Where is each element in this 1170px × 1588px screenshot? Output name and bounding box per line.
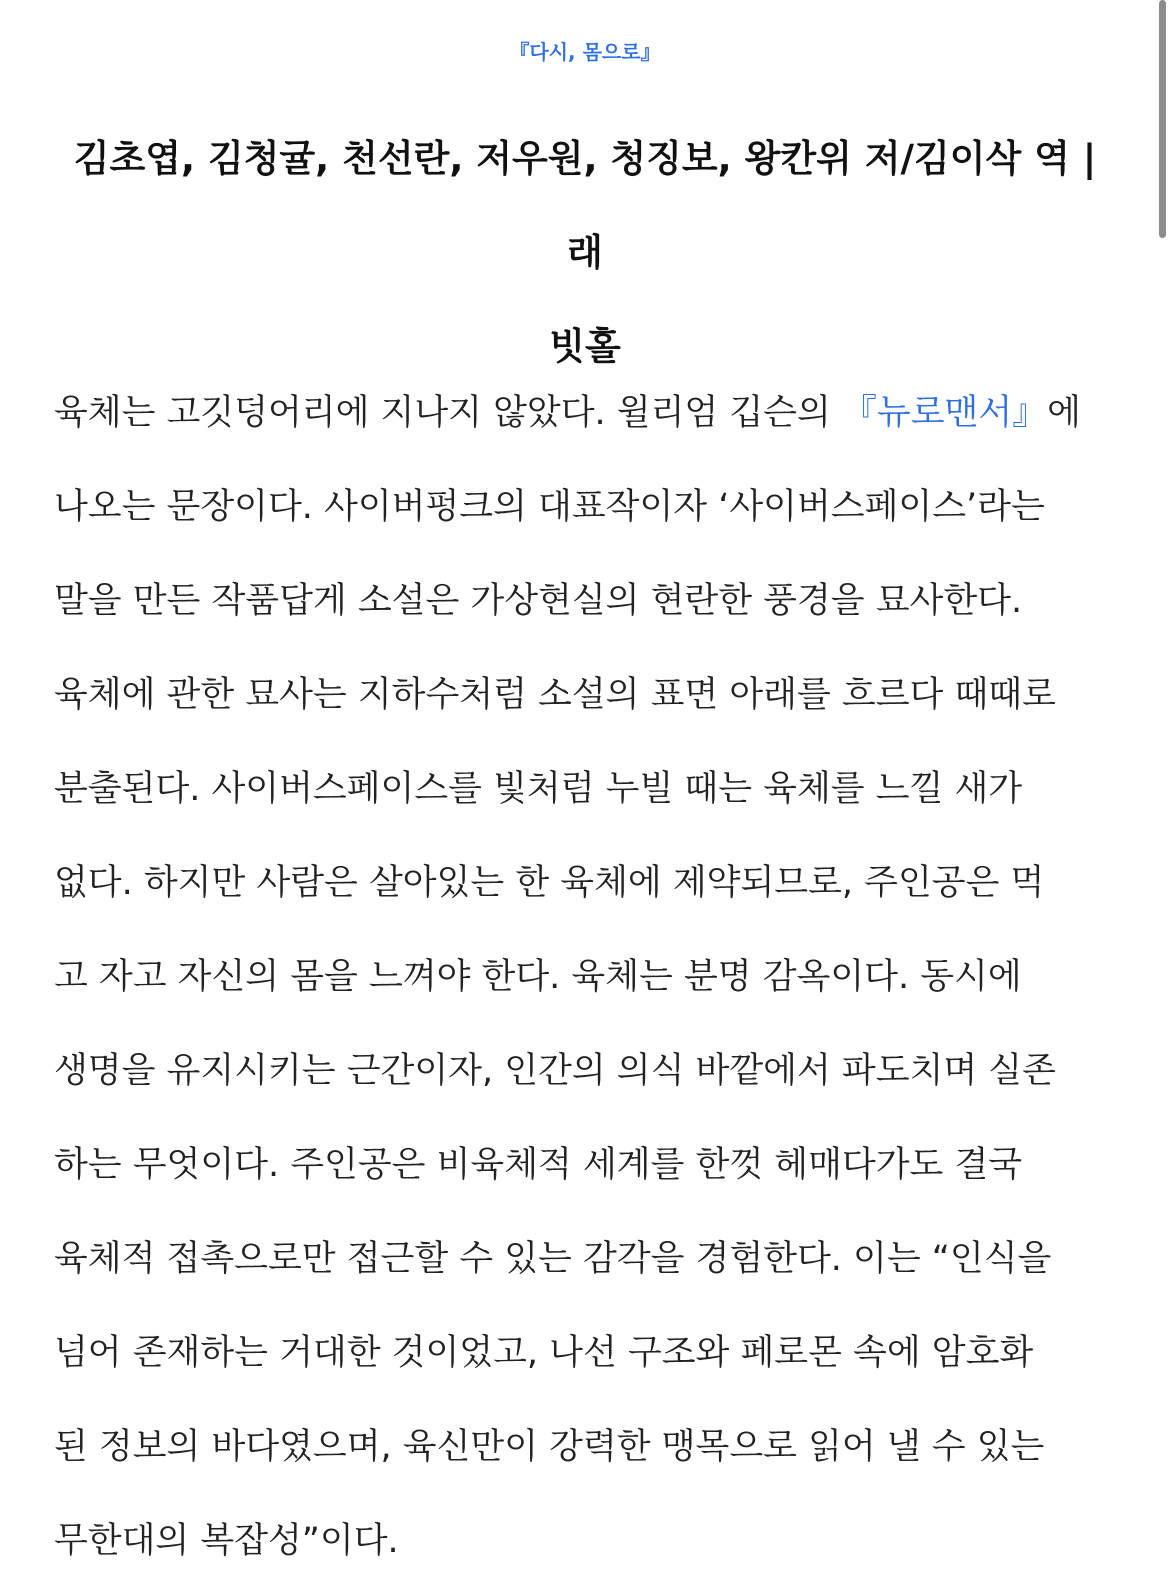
paragraph-line: 분출된다. 사이버스페이스를 빛처럼 누빌 때는 육체를 느낄 새가 xyxy=(54,769,1023,809)
authors-line-1: 김초엽, 김청귤, 천선란, 저우원, 청징보, 왕칸위 저/김이삭 역 | 래 xyxy=(73,137,1097,274)
line-text: 에 xyxy=(1047,393,1081,433)
paragraph-line: 말을 만든 작품답게 소설은 가상현실의 현란한 풍경을 묘사한다. xyxy=(54,581,1023,621)
book-title[interactable]: 『다시, 몸으로』 xyxy=(509,40,661,64)
book-authors-publisher xyxy=(50,112,1120,394)
line-text: 육체는 고깃덩어리에 지나지 않았다. 윌리엄 깁슨의 xyxy=(54,393,842,433)
authors-line-2: 빗홀 xyxy=(549,325,621,368)
vertical-scrollbar[interactable] xyxy=(1156,0,1170,1560)
paragraph-line: 된 정보의 바다였으며, 육신만이 강력한 맹목으로 읽어 낼 수 있는 xyxy=(54,1427,1045,1467)
paragraph-line: 육체에 관한 묘사는 지하수처럼 소설의 표면 아래를 흐르다 때때로 xyxy=(54,675,1056,715)
paragraph-line: 고 자고 자신의 몸을 느껴야 한다. 육체는 분명 감옥이다. 동시에 xyxy=(54,957,1022,997)
neuromancer-link[interactable]: 『뉴로맨서』 xyxy=(841,393,1048,433)
paragraph-line: 나오는 문장이다. 사이버펑크의 대표작이자 ‘사이버스페이스’라는 xyxy=(54,487,1045,527)
paragraph-line: 하는 무엇이다. 주인공은 비육체적 세계를 한껏 헤매다가도 결국 xyxy=(54,1145,1023,1185)
paragraph-line: 없다. 하지만 사람은 살아있는 한 육체에 제약되므로, 주인공은 먹 xyxy=(54,863,1045,903)
paragraph-line: 생명을 유지시키는 근간이자, 인간의 의식 바깥에서 파도치며 실존 xyxy=(54,1051,1056,1091)
paragraph-line: 넘어 존재하는 거대한 것이었고, 나선 구조와 페로몬 속에 암호화 xyxy=(54,1333,1034,1373)
paragraph-line: 육체적 접촉으로만 접근할 수 있는 감각을 경험한다. 이는 “인식을 xyxy=(54,1239,1052,1279)
paragraph-line: 무한대의 복잡성”이다. xyxy=(54,1521,399,1561)
scrollbar-thumb[interactable] xyxy=(1159,0,1166,238)
body-paragraph xyxy=(54,366,1126,1588)
paragraph-line xyxy=(54,366,1126,460)
